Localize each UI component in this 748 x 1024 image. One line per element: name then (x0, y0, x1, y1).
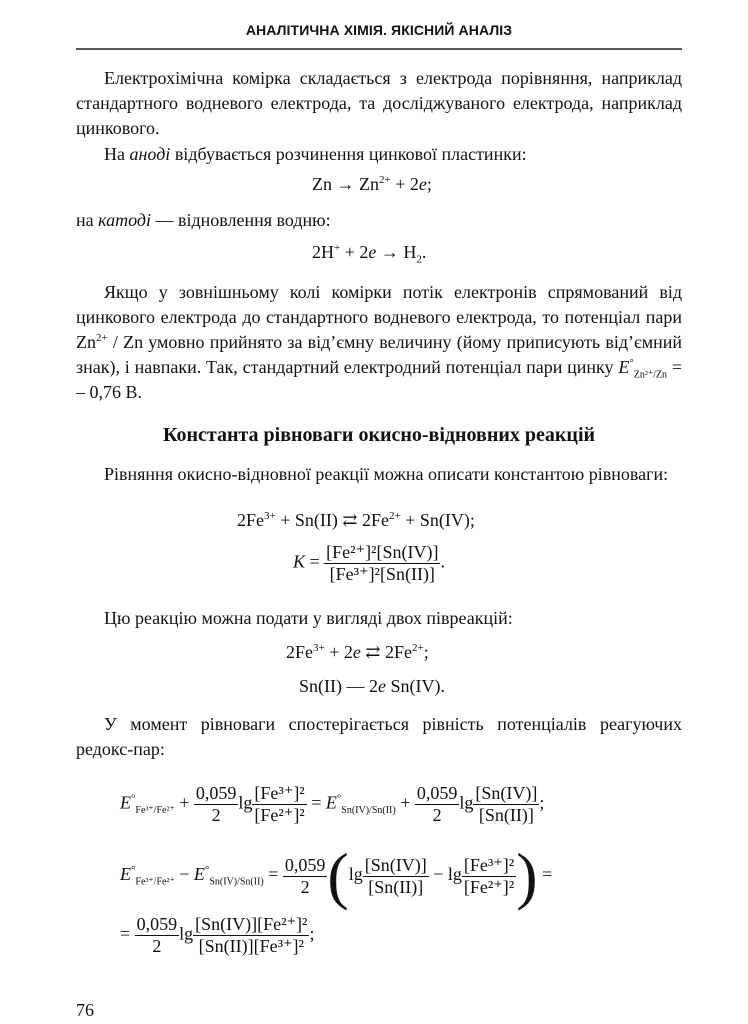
potential-subscript: Zn²⁺/Zn (633, 369, 668, 381)
eq-cathode-product: H (403, 242, 417, 262)
f2-sub2: Sn(IV)/Sn(II) (209, 876, 264, 888)
f2-deg1: ° (131, 864, 136, 877)
f1-plus1: + (174, 792, 194, 813)
f2-coef-den: 2 (300, 876, 310, 897)
paragraph-anode (76, 142, 682, 167)
reaction-left: 2Fe (237, 510, 264, 530)
k-equals: = (305, 551, 325, 572)
eq-anode-left: Zn (312, 174, 332, 194)
cathode-text-after: — відновлення водню: (150, 210, 331, 230)
half1-electron: e (352, 642, 361, 662)
half1-left: 2Fe (286, 642, 313, 662)
potential-symbol: E (618, 357, 630, 377)
f2-lg2: lg (447, 864, 462, 885)
equation-equilibrium-constant (293, 542, 445, 585)
f2-frac1-num: [Sn(IV)] (364, 854, 427, 875)
half2-left: Sn(II) — 2 (299, 676, 378, 696)
f3-coef-den: 2 (152, 936, 162, 956)
f1-frac1-num: [Fe³⁺]² (254, 783, 305, 803)
f2-frac1 (363, 855, 429, 898)
f2-end: = (537, 864, 553, 885)
arrow-right-icon: → (336, 174, 355, 194)
equilibrium-arrow-icon: ⇄ (360, 642, 385, 662)
f2-minus2: − (428, 864, 448, 885)
f2-minus1: − (174, 864, 194, 885)
eq-cathode-sub: 2 (416, 253, 422, 266)
f2-coef-num: 0,059 (284, 854, 326, 875)
f2-lg1: lg (348, 864, 363, 885)
anode-term: аноді (129, 144, 171, 164)
eq-anode-end: ; (426, 174, 432, 194)
f1-lg2: lg (459, 792, 474, 813)
equation-anode (312, 174, 432, 195)
f1-deg2: ° (336, 792, 342, 805)
f1-frac1-den: [Fe²⁺]² (254, 805, 305, 825)
f1-end: ; (539, 792, 545, 813)
half1-right: 2Fe (384, 642, 412, 662)
page-number: 76 (76, 1000, 94, 1020)
eq-cathode-end: . (421, 242, 427, 262)
eq-cathode-electron: e (368, 242, 377, 262)
k-numerator: [Fe²⁺]²[Sn(IV)] (326, 542, 439, 562)
equilibrium-arrow-icon: ⇄ (342, 510, 358, 530)
formula-potential-difference (120, 840, 553, 911)
f1-e2: E (325, 792, 337, 813)
half2-electron: e (378, 676, 386, 696)
f1-frac1 (252, 783, 306, 826)
cathode-text-before: на (76, 210, 99, 230)
f2-close-paren: ) (516, 840, 538, 911)
f1-coef1 (194, 783, 239, 826)
f1-equals: = (306, 792, 326, 813)
paragraph-electrochemical-cell: Електрохімічна комірка складається з електрода порівняння, наприклад стандартного водневого електрода, та досліджуваного електрода, наприклад цинкового. (76, 68, 682, 138)
f3-frac (193, 914, 309, 957)
f1-plus2: + (395, 792, 415, 813)
paragraph-equilibrium-constant: Рівняння окисно-відновної реакції можна описати константою рівноваги: (104, 464, 669, 484)
half2-right: Sn(IV). (386, 676, 445, 696)
eq-anode-rest: + 2 (390, 174, 419, 194)
f2-e2: E (193, 864, 205, 885)
f2-sub1: Fe³⁺/Fe²⁺ (135, 876, 175, 888)
f3-lg: lg (179, 923, 194, 944)
f1-frac2 (473, 783, 539, 826)
f1-sub2: Sn(IV)/Sn(II) (341, 805, 396, 817)
paragraph-electron-flow (76, 280, 682, 405)
eq-anode-electron: e (418, 174, 427, 194)
f1-e1: E (120, 792, 131, 813)
f3-coef-num: 0,059 (136, 914, 178, 934)
k-denominator: [Fe³⁺]²[Sn(II)] (329, 564, 435, 584)
k-symbol: K (293, 551, 306, 572)
half1-right-charge: 2+ (411, 642, 424, 654)
equation-half-reaction-1 (286, 642, 429, 663)
f1-coef2-den: 2 (432, 805, 442, 825)
equation-half-reaction-2 (299, 676, 445, 697)
half1-plus: + 2 (324, 642, 353, 662)
anode-text-before: На (104, 144, 130, 164)
cathode-term: катоді (98, 210, 151, 230)
f3-coef (135, 914, 180, 957)
f2-coef (283, 855, 328, 898)
k-end: . (440, 551, 445, 572)
eq-anode-zn: Zn (359, 174, 379, 194)
running-header: АНАЛІТИЧНА ХІМІЯ. ЯКІСНИЙ АНАЛІЗ (245, 22, 513, 38)
section-heading: Константа рівноваги окисно-відновних реакцій (162, 424, 596, 446)
f2-deg2: ° (204, 864, 210, 877)
f1-coef1-den: 2 (211, 805, 221, 825)
reaction-right: 2Fe (357, 510, 389, 530)
equation-redox-reaction (237, 510, 475, 531)
paragraph-cathode (76, 208, 682, 233)
f2-open-paren: ( (327, 840, 349, 911)
f2-frac2-den: [Fe²⁺]² (463, 876, 515, 897)
reaction-right-rest: + Sn(IV); (400, 510, 475, 530)
eq-cathode-h: 2H (312, 242, 334, 262)
f2-frac2 (462, 855, 516, 898)
k-fraction (324, 542, 440, 585)
reaction-right-charge: 2+ (388, 510, 401, 522)
f1-frac2-den: [Sn(II)] (478, 805, 534, 825)
f1-frac2-num: [Sn(IV)] (475, 783, 538, 803)
arrow-right-icon: → (380, 242, 399, 262)
half1-end: ; (423, 642, 429, 662)
f3-frac-num: [Sn(IV)][Fe²⁺]² (195, 914, 308, 934)
reaction-left-rest: + Sn(II) (275, 510, 343, 530)
flow-text-2: / Zn умовно прийнято за від’ємну величину (йому приписують від’ємний знак), і навпаки. Так, стандартний електродний потенціал пари цинку (76, 332, 682, 377)
flow-text: Якщо у зовнішньому колі комірки потік електронів спрямований від цинкового електрода до стандартного водневого електрода, то потенціал пари Zn (76, 282, 682, 352)
potential-value: = – 0,76 В. (76, 357, 682, 402)
f3-frac-den: [Sn(II)][Fe³⁺]² (198, 936, 304, 956)
header-rule (76, 48, 682, 50)
formula-log-ratio (120, 914, 314, 957)
f3-lead: = (120, 923, 135, 944)
formula-nernst-equality (120, 783, 544, 826)
f1-sub1: Fe³⁺/Fe²⁺ (135, 805, 175, 817)
f2-e1: E (120, 864, 131, 885)
reaction-left-charge: 3+ (264, 510, 276, 522)
eq-anode-charge: 2+ (379, 174, 391, 186)
eq-cathode-plus: + 2 (340, 242, 369, 262)
f3-end: ; (309, 923, 315, 944)
f1-lg1: lg (238, 792, 253, 813)
paragraph-potential-equality: У момент рівноваги спостерігається рівність потенціалів реагуючих редокс-пар: (76, 714, 682, 759)
f2-equals: = (263, 864, 283, 885)
f1-coef2-num: 0,059 (416, 783, 458, 803)
f1-coef1-num: 0,059 (195, 783, 237, 803)
half1-left-charge: 3+ (313, 642, 325, 654)
f2-frac1-den: [Sn(II)] (368, 876, 424, 897)
potential-degree: ° (629, 357, 634, 369)
eq-cathode-charge: + (334, 242, 341, 254)
f1-deg1: ° (131, 792, 136, 805)
anode-text-after: відбувається розчинення цинкової пластинки: (170, 144, 527, 164)
equation-cathode (312, 242, 427, 266)
flow-charge: 2+ (96, 332, 108, 344)
f1-coef2 (415, 783, 460, 826)
f2-frac2-num: [Fe³⁺]² (463, 854, 515, 875)
paragraph-half-reactions: Цю реакцію можна подати у вигляді двох півреакцій: (104, 608, 513, 628)
